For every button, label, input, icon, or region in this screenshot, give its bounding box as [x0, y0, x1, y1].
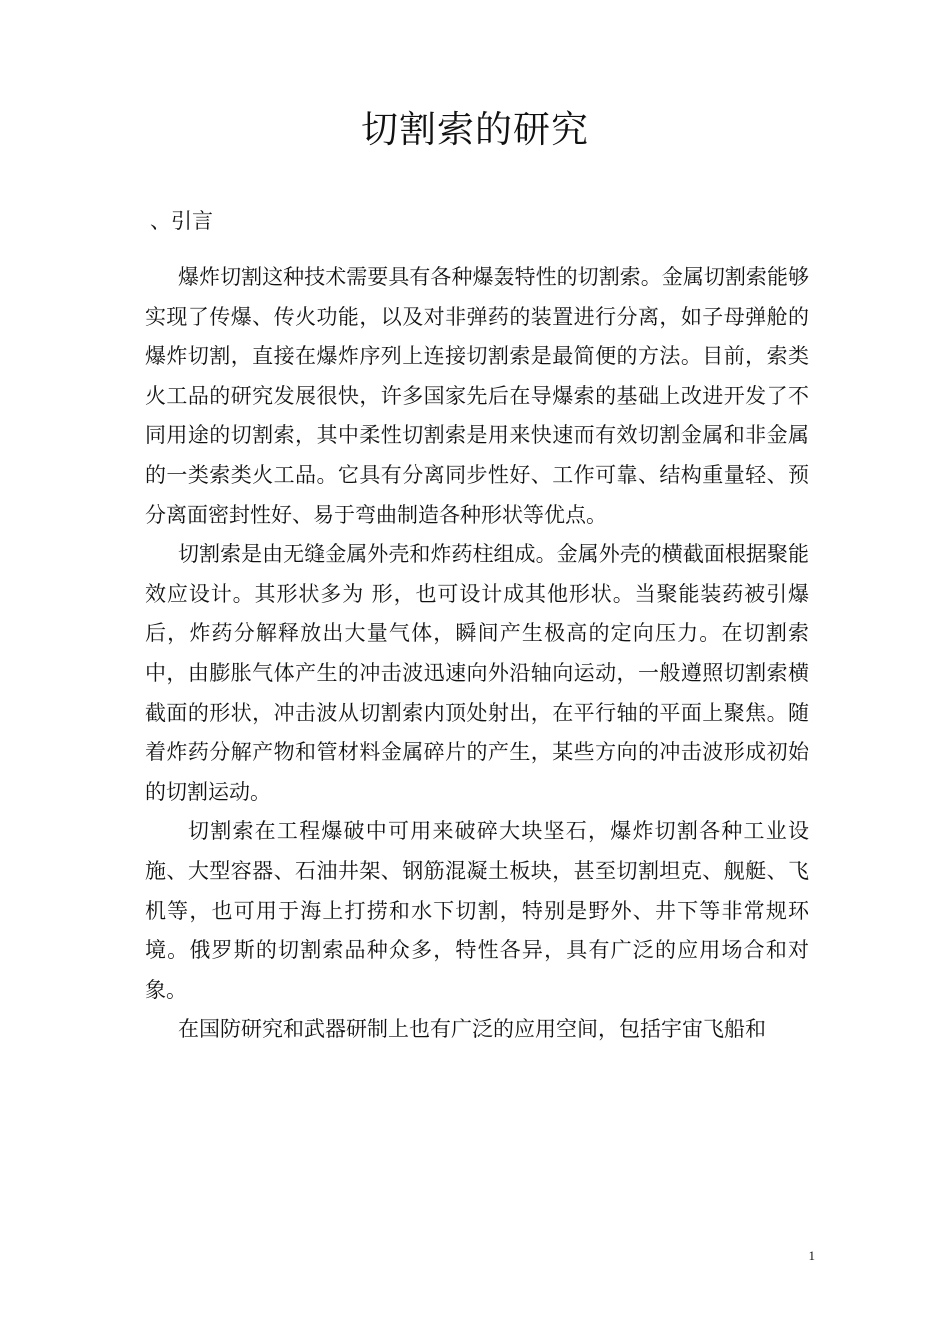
paragraph-4: 在国防研究和武器研制上也有广泛的应用空间，包括宇宙飞船和	[178, 1017, 766, 1042]
paragraph-1: 爆炸切割这种技术需要具有各种爆轰特性的切割索。金属切割索能够实现了传爆、传火功能，以及对非弹药的装置进行分离，如子母弹舱的爆炸切割，直接在爆炸序列上连接切割索是最简便的方法。目前，索类火工品的研究发展很快，许多国家先后在导爆索的基础上改进开发了不同用途的切割索，其中柔性切割索是用来快速而有效切割金属和非金属的一类索类火工品。它具有分离同步性好、工作可靠、结构重量轻、预分离面密封性好、易于弯曲制造各种形状等优点。	[145, 265, 809, 527]
paragraph-2: 切割索是由无缝金属外壳和炸药柱组成。金属外壳的横截面根据聚能效应设计。其形状多为 形，也可设计成其他形状。当聚能装药被引爆后，炸药分解释放出大量气体，瞬间产生极高的定向压力。在切割索中，由膨胀气体产生的冲击波迅速向外沿轴向运动，一般遵照切割索横截面的形状，冲击波从切割索内顶处射出，在平行轴的平面上聚焦。随着炸药分解产物和管材料金属碎片的产生，某些方向的冲击波形成初始的切割运动。	[145, 542, 809, 804]
document-title: 切割索的研究	[361, 108, 589, 151]
page-number: 1	[808, 1248, 815, 1263]
paragraph-3: 切割索在工程爆破中可用来破碎大块坚石，爆炸切割各种工业设施、大型容器、石油井架、钢筋混凝土板块，甚至切割坦克、舰艇、飞机等，也可用于海上打捞和水下切割，特别是野外、井下等非常规环境。俄罗斯的切割索品种众多，特性各异，具有广泛的应用场合和对象。	[145, 819, 809, 1002]
section-heading-introduction: 、引言	[150, 209, 213, 233]
body-text	[145, 258, 809, 1050]
